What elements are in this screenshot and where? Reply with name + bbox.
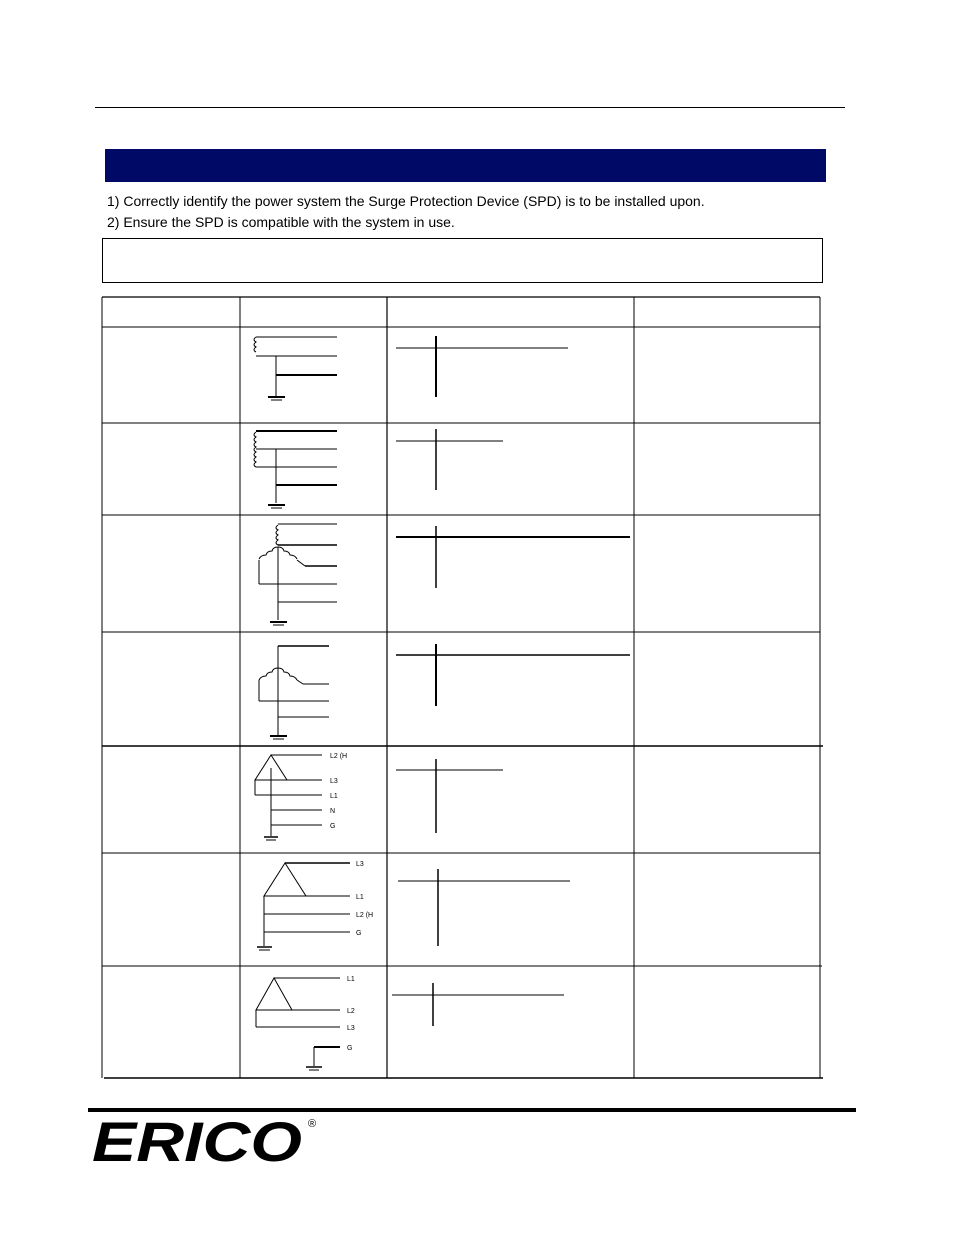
label-l1: L1 — [347, 976, 355, 983]
diagram-row-4 — [259, 646, 329, 739]
spd-row-7 — [392, 983, 564, 1026]
label-n: N — [330, 808, 336, 815]
label-l3: L3 — [356, 861, 364, 868]
diagram-row-1 — [254, 337, 337, 400]
diagram-row-5-labels — [330, 753, 347, 830]
logo-text: ERICO — [92, 1113, 302, 1167]
label-g: G — [330, 823, 336, 830]
diagram-row-7 — [256, 978, 340, 1070]
label-l1: L1 — [330, 793, 338, 800]
label-g: G — [347, 1045, 353, 1052]
spd-row-5 — [396, 759, 503, 833]
diagram-row-5 — [255, 755, 322, 840]
label-l2: L2 — [347, 1008, 355, 1015]
instruction-step-2: 2) Ensure the SPD is compatible with the system in use. — [107, 214, 455, 230]
spd-row-2 — [396, 429, 503, 490]
instruction-step-1: 1) Correctly identify the power system the Surge Protection Device (SPD) is to be installed upon. — [107, 193, 705, 209]
label-g: G — [356, 930, 362, 937]
spd-row-4 — [396, 644, 630, 706]
label-l2-high-leg: L2 (H — [356, 912, 374, 919]
label-l3: L3 — [330, 778, 338, 785]
registered-mark: ® — [308, 1118, 317, 1130]
label-l1: L1 — [356, 894, 364, 901]
diagram-row-6 — [257, 863, 350, 950]
diagram-row-6-labels — [356, 861, 373, 937]
table-grid — [102, 297, 823, 1078]
spd-row-1 — [396, 336, 568, 397]
footer-rule — [88, 1108, 856, 1112]
spd-row-6 — [398, 869, 570, 946]
label-l3: L3 — [347, 1025, 355, 1032]
diagram-row-3 — [259, 524, 337, 625]
erico-logo — [90, 1113, 330, 1167]
diagram-row-7-labels — [347, 976, 355, 1052]
diagram-row-2 — [254, 431, 337, 508]
label-l2-high-leg: L2 (H — [330, 753, 348, 760]
spd-row-3 — [396, 526, 630, 588]
